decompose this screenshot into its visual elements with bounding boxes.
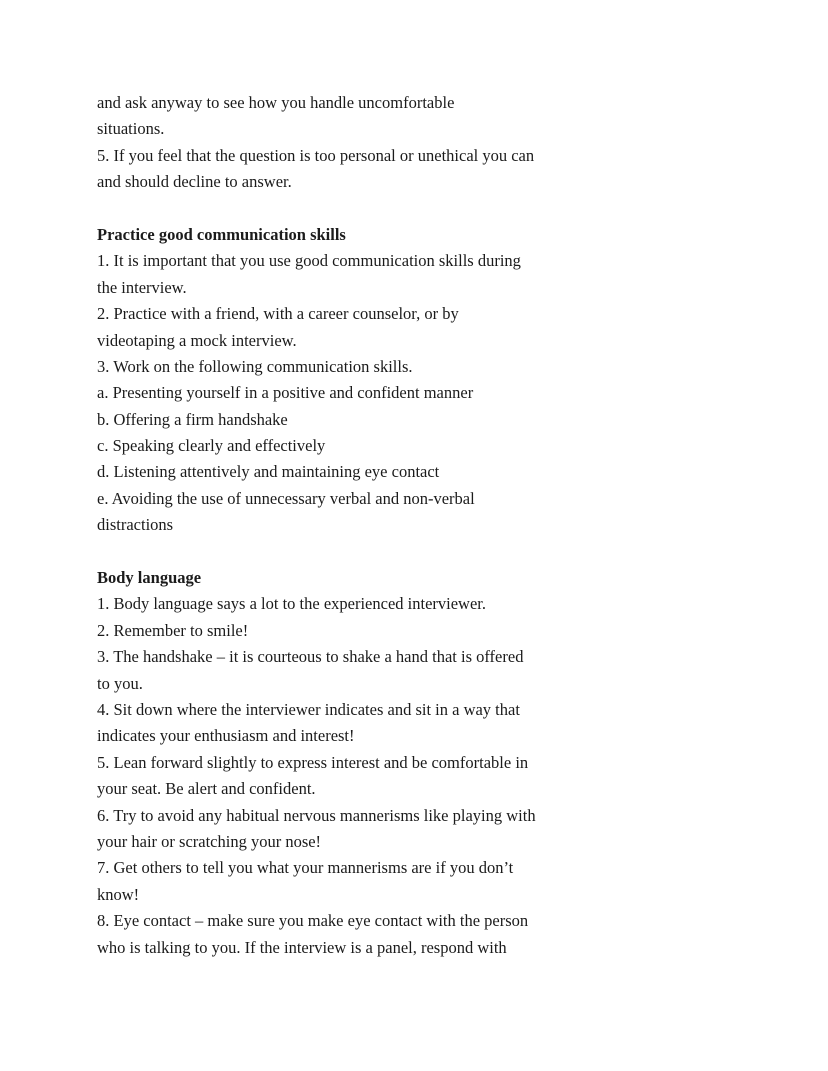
paragraph — [97, 803, 717, 856]
text-line: indicates your enthusiasm and interest! — [97, 726, 355, 746]
text-line: 1. Body language says a lot to the experienced interviewer. — [97, 594, 486, 614]
paragraph — [97, 644, 717, 697]
text-line: your hair or scratching your nose! — [97, 831, 322, 851]
text-line: 2. Remember to smile! — [97, 620, 249, 640]
text-line: Practice good communication skills — [97, 224, 346, 244]
text-line: 2. Practice with a friend, with a career counselor, or by — [97, 304, 459, 324]
text-line: and should decline to answer. — [97, 172, 292, 192]
paragraph — [97, 143, 717, 196]
paragraph — [97, 591, 717, 617]
text-line: d. Listening attentively and maintaining eye contact — [97, 462, 440, 482]
text-line: the interview. — [97, 277, 187, 297]
paragraph — [97, 750, 717, 803]
paragraph — [97, 855, 717, 908]
paragraph — [97, 908, 717, 961]
text-line: and ask anyway to see how you handle uncomfortable — [97, 93, 455, 112]
text-line: distractions — [97, 515, 174, 535]
blank-line — [97, 539, 717, 565]
paragraph — [97, 618, 717, 644]
text-line: c. Speaking clearly and effectively — [97, 436, 326, 456]
text-line: your seat. Be alert and confident. — [97, 779, 316, 799]
text-line: who is talking to you. If the interview is a panel, respond with — [97, 937, 507, 957]
text-line: 3. The handshake – it is courteous to shake a hand that is offered — [97, 647, 524, 667]
text-line: 1. It is important that you use good communication skills during — [97, 251, 521, 271]
text-line: videotaping a mock interview. — [97, 330, 297, 350]
text-line: 5. If you feel that the question is too personal or unethical you can — [97, 145, 535, 165]
text-line: 6. Try to avoid any habitual nervous mannerisms like playing with — [97, 805, 536, 825]
text-line: situations. — [97, 119, 165, 139]
paragraph — [97, 248, 717, 301]
text-line: 4. Sit down where the interviewer indicates and sit in a way that — [97, 699, 520, 719]
text-line: 7. Get others to tell you what your mannerisms are if you don’t — [97, 858, 514, 878]
paragraph — [97, 301, 717, 354]
paragraph — [97, 433, 717, 459]
paragraph — [97, 354, 717, 380]
text-line: Body language — [97, 568, 202, 588]
paragraph — [97, 486, 717, 539]
text-line: e. Avoiding the use of unnecessary verbal and non-verbal — [97, 488, 475, 508]
paragraph — [97, 459, 717, 485]
text-line: 5. Lean forward slightly to express interest and be comfortable in — [97, 752, 529, 772]
section-heading — [97, 565, 717, 591]
text-line: to you. — [97, 673, 143, 693]
text-line: b. Offering a firm handshake — [97, 409, 288, 429]
paragraph — [97, 380, 717, 406]
paragraph — [97, 697, 717, 750]
blank-line — [97, 196, 717, 222]
text-line: a. Presenting yourself in a positive and confident manner — [97, 383, 474, 403]
text-line: know! — [97, 884, 140, 904]
paragraph — [97, 407, 717, 433]
paragraph — [97, 90, 717, 143]
text-line: 3. Work on the following communication skills. — [97, 356, 413, 376]
section-heading — [97, 222, 717, 248]
text-line: 8. Eye contact – make sure you make eye contact with the person — [97, 911, 529, 931]
document-page — [97, 90, 717, 961]
